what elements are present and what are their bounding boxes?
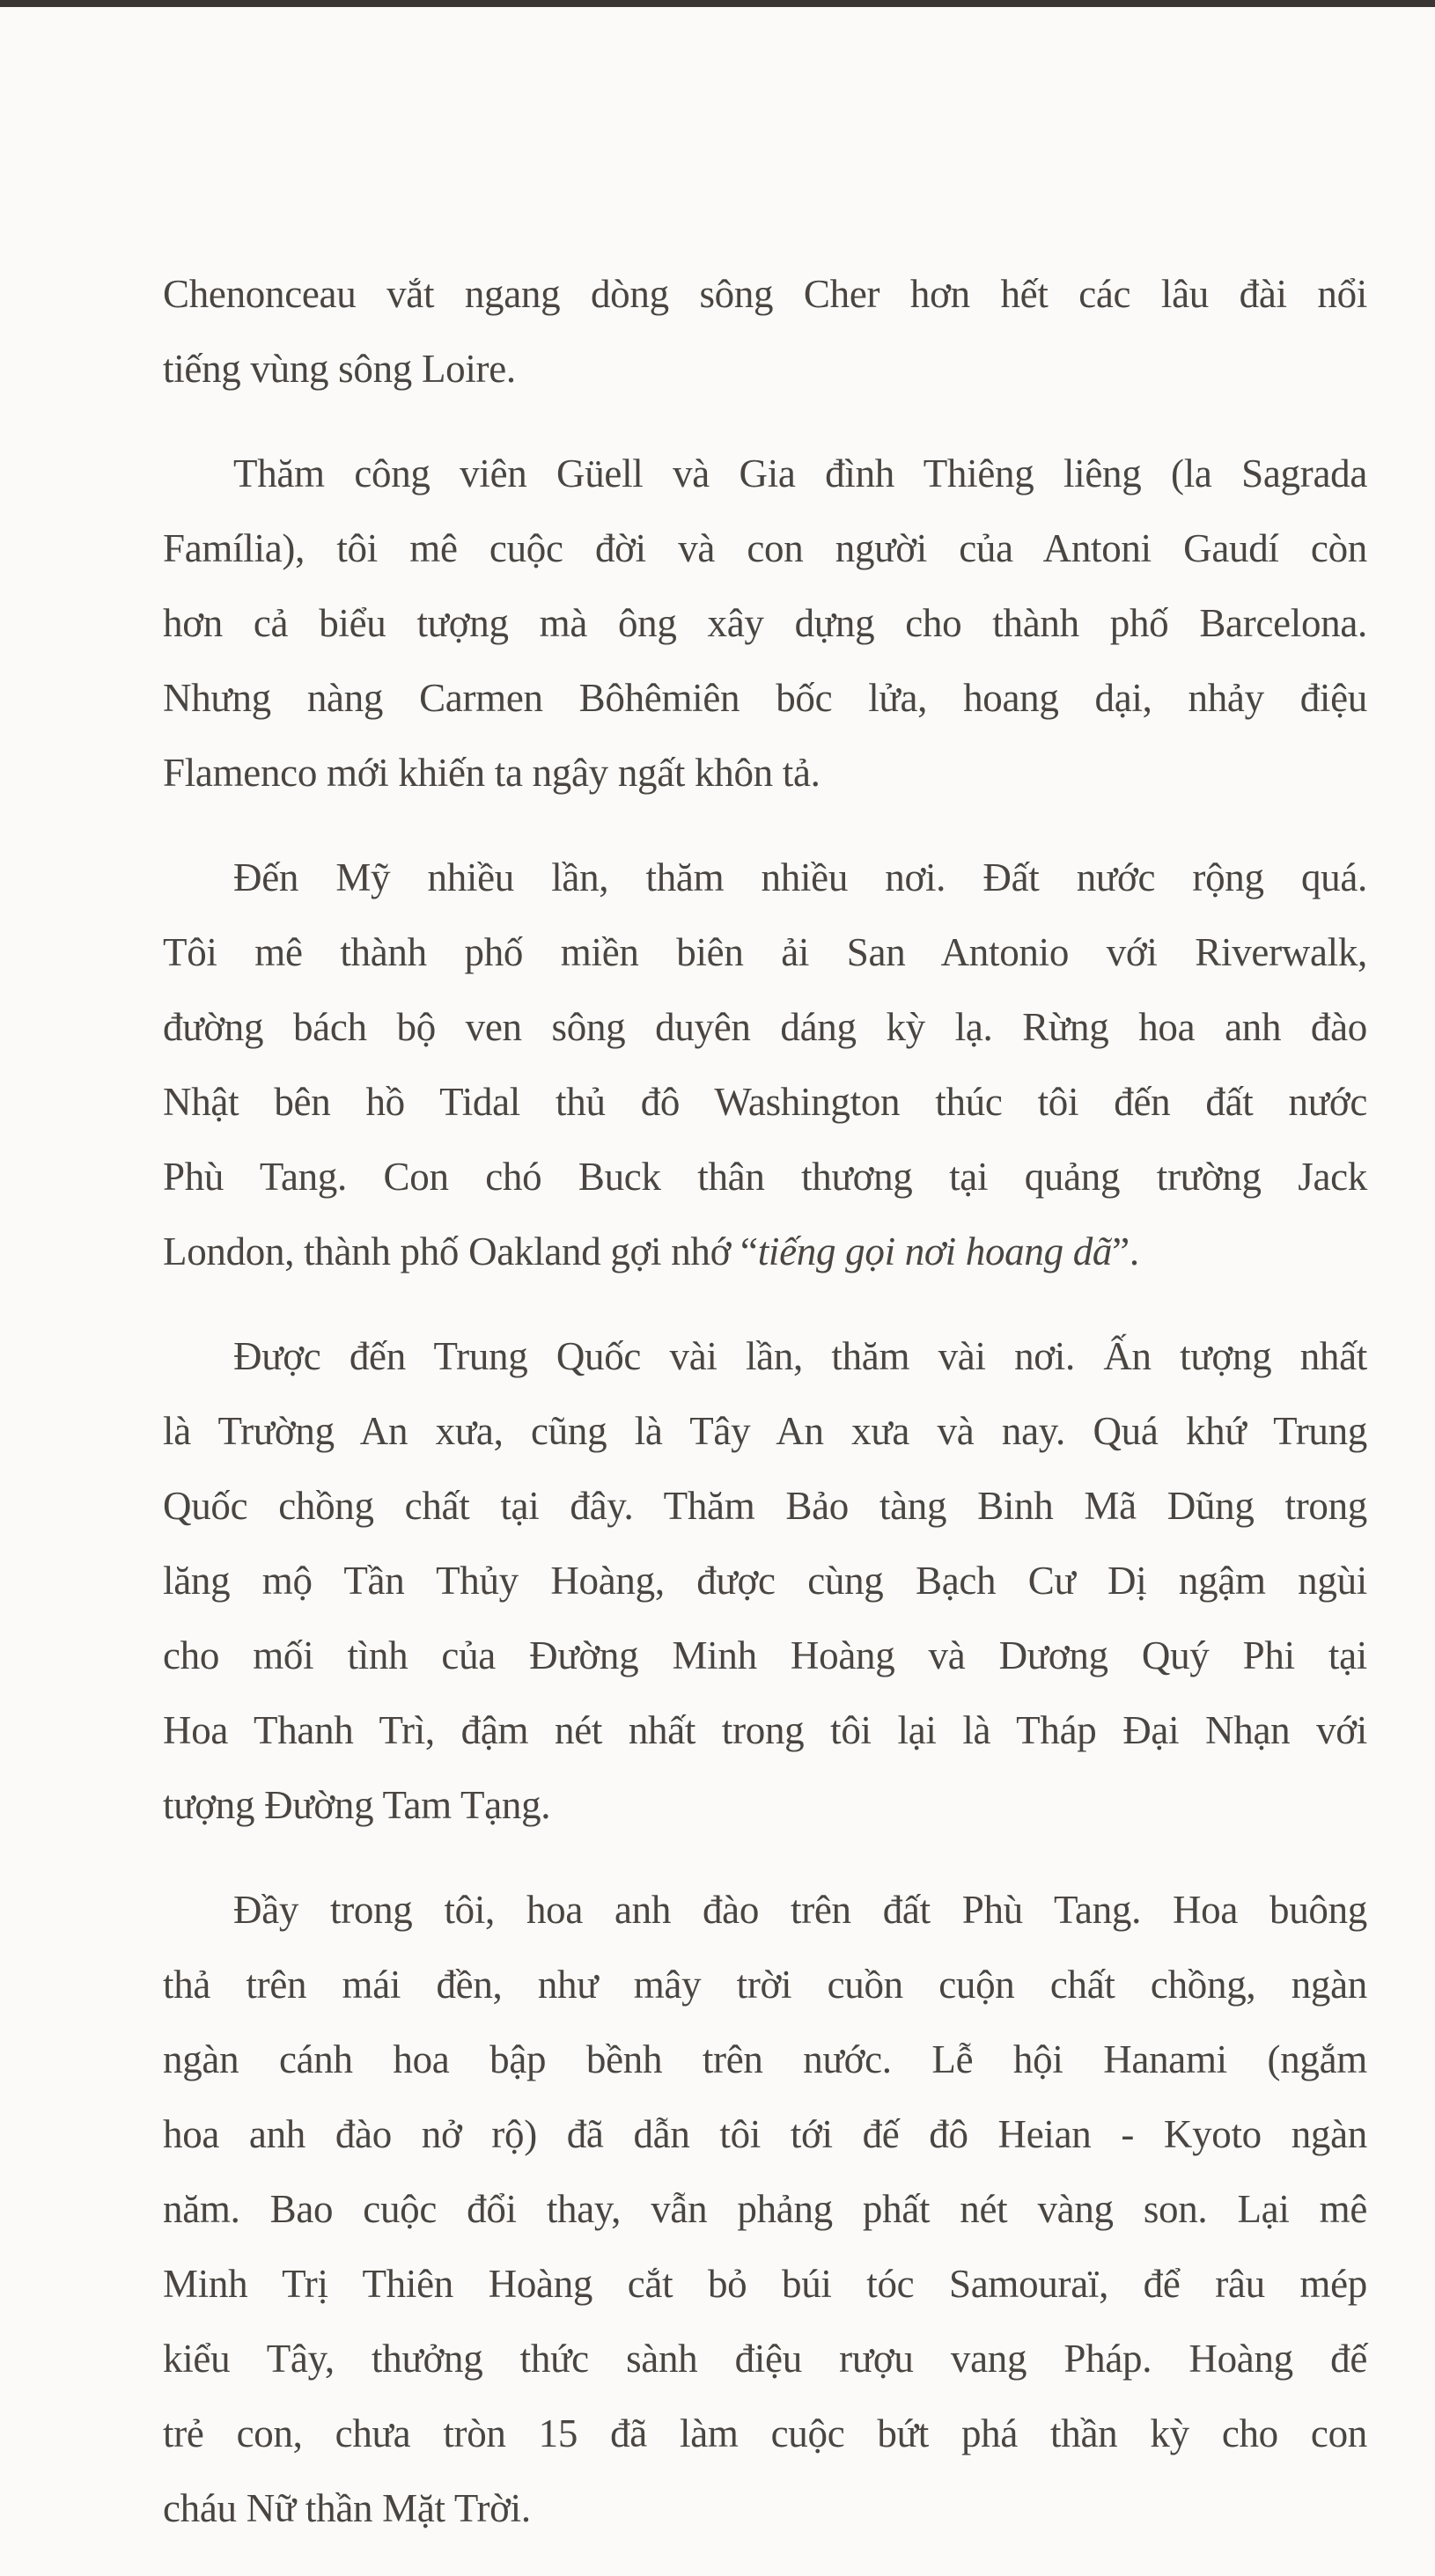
text-line: cháu Nữ thần Mặt Trời. [163, 2486, 531, 2530]
text-line: thả trên mái đền, như mây trời cuồn cuộn chất chồng, ngàn [163, 1963, 1367, 2007]
text-line [163, 1215, 1367, 1289]
text-line: ngàn cánh hoa bập bềnh trên nước. Lễ hội Hanami (ngắm [163, 2037, 1367, 2081]
paragraph-3 [163, 840, 1367, 1289]
text-line: Đến Mỹ nhiều lần, thăm nhiều nơi. Đất nước rộng quá. [233, 855, 1367, 899]
text-line: năm. Bao cuộc đổi thay, vẫn phảng phất nét vàng son. Lại mê [163, 2187, 1367, 2231]
text-line: Được đến Trung Quốc vài lần, thăm vài nơi. Ấn tượng nhất [233, 1334, 1367, 1378]
text-segment: ”. [1112, 1229, 1139, 1273]
text-line: Hoa Thanh Trì, đậm nét nhất trong tôi lại là Tháp Đại Nhạn với [163, 1708, 1367, 1752]
text-line: tượng Đường Tam Tạng. [163, 1783, 551, 1827]
page-body [163, 257, 1367, 2576]
scan-top-edge [0, 0, 1435, 7]
paragraph-1 [163, 257, 1367, 407]
text-line: hoa anh đào nở rộ) đã dẫn tôi tới đế đô Heian - Kyoto ngàn [163, 2112, 1367, 2156]
text-line: là Trường An xưa, cũng là Tây An xưa và nay. Quá khứ Trung [163, 1409, 1367, 1453]
text-line: Família), tôi mê cuộc đời và con người của Antoni Gaudí còn [163, 526, 1367, 570]
text-line: hơn cả biểu tượng mà ông xây dựng cho thành phố Barcelona. [163, 601, 1367, 645]
text-line: Nhưng nàng Carmen Bôhêmiên bốc lửa, hoang dại, nhảy điệu [163, 676, 1367, 720]
text-line: Tôi mê thành phố miền biên ải San Antonio với Riverwalk, [163, 930, 1367, 974]
text-segment: London, thành phố Oakland gợi nhớ “ [163, 1229, 758, 1273]
text-line: Phù Tang. Con chó Buck thân thương tại quảng trường Jack [163, 1155, 1367, 1199]
paragraph-4 [163, 1319, 1367, 1843]
text-line: Quốc chồng chất tại đây. Thăm Bảo tàng Binh Mã Dũng trong [163, 1484, 1367, 1528]
text-line: Chenonceau vắt ngang dòng sông Cher hơn hết các lâu đài nổi [163, 272, 1367, 316]
text-line: trẻ con, chưa tròn 15 đã làm cuộc bứt phá thần kỳ cho con [163, 2411, 1367, 2455]
quoted-title: tiếng gọi nơi hoang dã [757, 1229, 1113, 1273]
text-line: cho mối tình của Đường Minh Hoàng và Dương Quý Phi tại [163, 1633, 1367, 1677]
text-line: kiểu Tây, thưởng thức sành điệu rượu vang Pháp. Hoàng đế [163, 2337, 1367, 2381]
text-line: Thăm công viên Güell và Gia đình Thiêng liêng (la Sagrada [233, 451, 1367, 495]
paragraph-5 [163, 1873, 1367, 2546]
text-line: Đầy trong tôi, hoa anh đào trên đất Phù Tang. Hoa buông [233, 1888, 1367, 1932]
text-line: lăng mộ Tần Thủy Hoàng, được cùng Bạch Cư Dị ngậm ngùi [163, 1559, 1367, 1603]
text-line: tiếng vùng sông Loire. [163, 347, 516, 391]
text-line: Minh Trị Thiên Hoàng cắt bỏ búi tóc Samouraï, để râu mép [163, 2262, 1367, 2306]
text-line: đường bách bộ ven sông duyên dáng kỳ lạ. Rừng hoa anh đào [163, 1005, 1367, 1049]
text-line: Nhật bên hồ Tidal thủ đô Washington thúc tôi đến đất nước [163, 1080, 1367, 1124]
text-line: Flamenco mới khiến ta ngây ngất khôn tả. [163, 751, 821, 795]
paragraph-2 [163, 437, 1367, 811]
